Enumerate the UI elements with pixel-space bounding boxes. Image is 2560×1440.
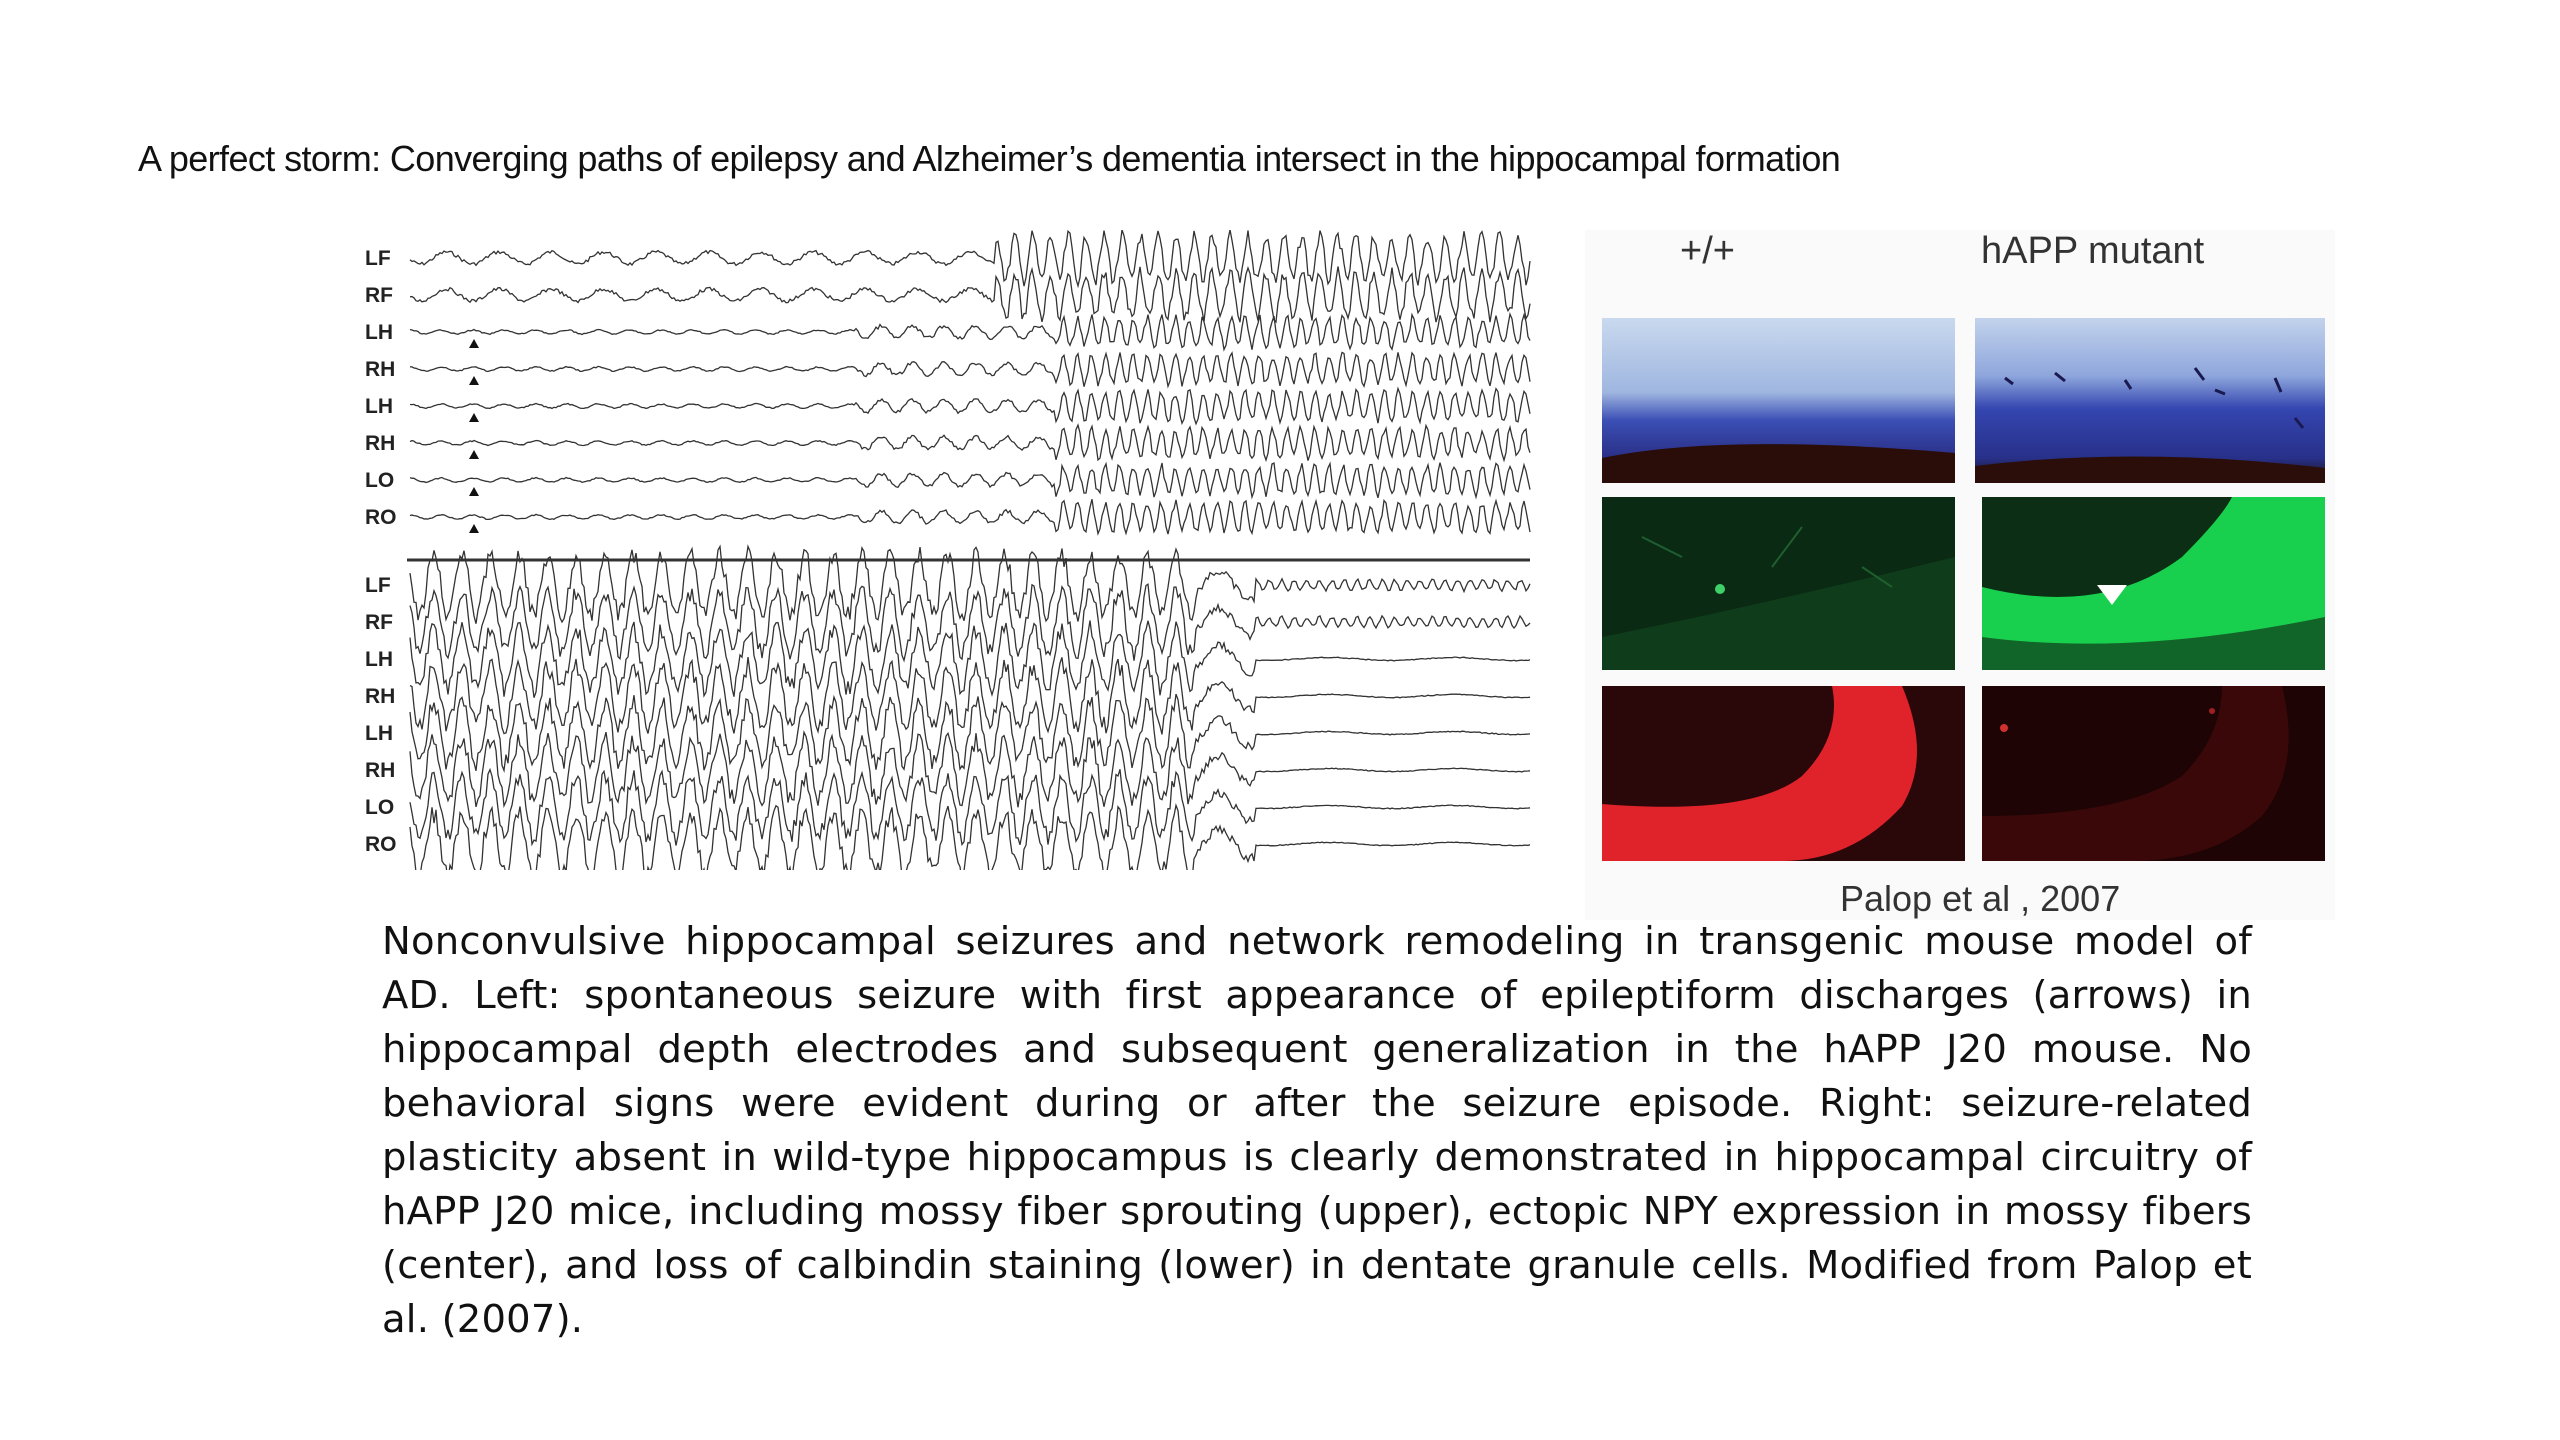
channel-label-top-1: RF <box>365 284 393 307</box>
channel-label-top-2: LH <box>365 321 393 344</box>
figure-citation: Palop et al , 2007 <box>1840 878 2121 919</box>
micrograph-green-wildtype <box>1602 497 1955 670</box>
micrograph-red-wildtype <box>1602 686 1965 861</box>
channel-label-bottom-2: LH <box>365 648 393 671</box>
discharge-arrow-3 <box>469 376 479 385</box>
discharge-arrow-4 <box>469 413 479 422</box>
channel-label-top-3: RH <box>365 358 396 381</box>
eeg-trace-top-3 <box>410 352 1530 386</box>
channel-label-bottom-6: LO <box>365 796 395 819</box>
channel-label-top-5: RH <box>365 432 396 455</box>
figure-caption: Nonconvulsive hippocampal seizures and network remodeling in transgenic mouse model of AD. Left: spontaneous seizure with first appearance of epileptiform discharges (arrows) in hippocampal depth electrodes and subsequent generalization in the hAPP J20 mouse. No behavioral signs were evident during or after the seizure episode. Right: seizure-related plasticity absent in wild-type hippocampus is clearly demonstrated in hippocampal circuitry of hAPP J20 mice, including mossy fiber sprouting (upper), ectopic NPY expression in mossy fibers (center), and loss of calbindin staining (lower) in dentate granule cells. Modified from Palop et al. (2007). <box>382 919 2252 1342</box>
eeg-trace-bottom-3 <box>410 657 1530 734</box>
discharge-arrow-5 <box>469 450 479 459</box>
eeg-trace-top-0 <box>410 230 1530 286</box>
channel-label-bottom-0: LF <box>365 574 391 597</box>
column-heading-wildtype: +/+ <box>1680 230 1735 272</box>
channel-label-top-6: LO <box>365 469 395 492</box>
discharge-arrow-7 <box>469 524 479 533</box>
eeg-trace-figure <box>355 230 1535 870</box>
channel-label-top-7: RO <box>365 506 397 529</box>
eeg-trace-bottom-6 <box>410 769 1530 845</box>
channel-label-bottom-1: RF <box>365 611 393 634</box>
micrograph-red-mutant <box>1982 686 2325 861</box>
channel-label-bottom-7: RO <box>365 833 397 856</box>
micrograph-blue-mutant <box>1975 318 2325 483</box>
channel-label-bottom-5: RH <box>365 759 396 782</box>
column-heading-mutant: hAPP mutant <box>1981 230 2205 272</box>
eeg-trace-top-4 <box>410 389 1530 424</box>
channel-label-bottom-4: LH <box>365 722 393 745</box>
eeg-trace-top-5 <box>410 425 1530 461</box>
eeg-trace-svg <box>355 230 1535 870</box>
discharge-arrow-6 <box>469 487 479 496</box>
discharge-arrow-2 <box>469 339 479 348</box>
eeg-trace-top-1 <box>410 267 1530 323</box>
histology-figure <box>1585 230 2335 920</box>
eeg-trace-top-6 <box>410 463 1530 498</box>
channel-label-top-4: LH <box>365 395 393 418</box>
eeg-trace-top-2 <box>410 314 1530 350</box>
eeg-trace-bottom-1 <box>410 584 1530 660</box>
micrograph-blue-wildtype <box>1602 318 1955 483</box>
eeg-trace-bottom-0 <box>410 547 1530 624</box>
eeg-trace-top-7 <box>410 499 1530 534</box>
eeg-trace-bottom-7 <box>410 805 1530 870</box>
micrograph-green-mutant <box>1982 497 2325 670</box>
channel-label-top-0: LF <box>365 247 391 270</box>
slide-title: A perfect storm: Converging paths of epilepsy and Alzheimer’s dementia intersect in the hippocampal formation <box>138 138 1841 179</box>
channel-label-bottom-3: RH <box>365 685 396 708</box>
